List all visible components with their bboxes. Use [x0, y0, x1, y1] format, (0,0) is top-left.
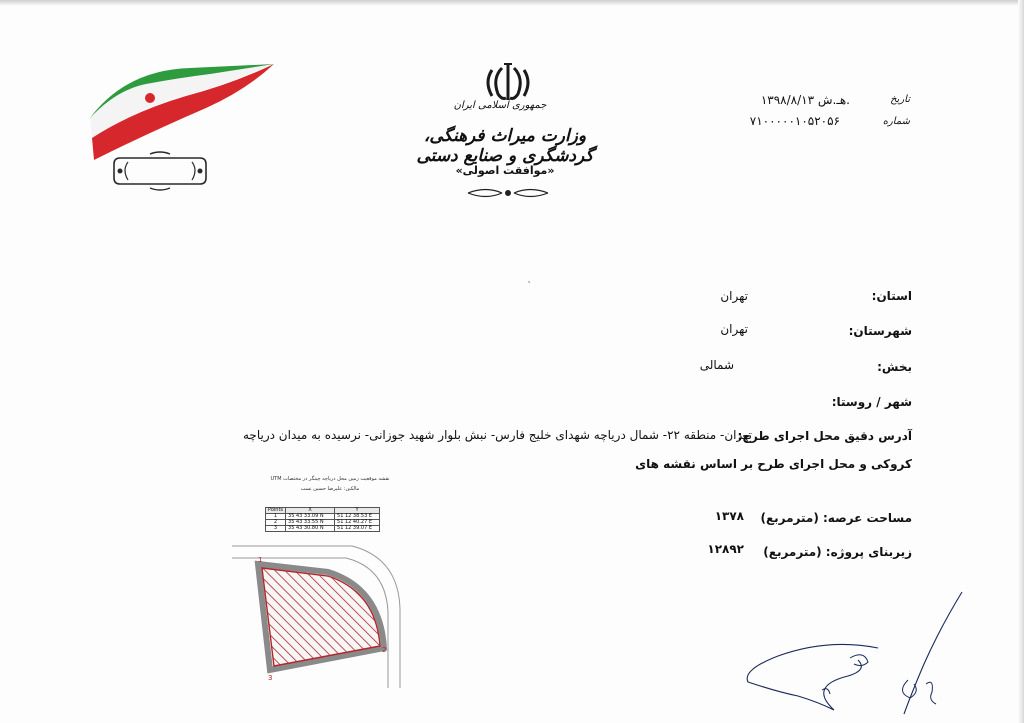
ornamental-divider-icon [466, 186, 550, 200]
address-label: آدرس دقیق محل اجرای طرح: [737, 429, 912, 443]
decorative-frame-icon [110, 150, 210, 192]
scan-edge-top [0, 0, 1024, 6]
signature-mark [738, 636, 888, 716]
signature-mark [890, 588, 970, 718]
district-value: شمالی [699, 358, 734, 372]
table-header: Points [266, 508, 286, 514]
province-value: تهران [720, 289, 748, 303]
area-value: ۱۳۷۸ [714, 509, 744, 523]
built-area-label: زیربنای پروژه: (مترمربع) [763, 545, 912, 559]
number-label: شماره [882, 116, 910, 127]
republic-line: جمهوری اسلامی ایران [453, 100, 547, 111]
table-header: X [286, 508, 335, 514]
address-value: تهران- منطقه ۲۲- شمال دریاچه شهدای خلیج فارس- نبش بلوار شهید جوزانی- نرسیده به میدان دریاچه [243, 428, 752, 442]
county-value: تهران [720, 322, 748, 336]
city-label: شهر / روستا: [831, 395, 912, 409]
site-sketch-map [232, 538, 404, 688]
built-area-value: ۱۲۸۹۲ [707, 542, 744, 556]
table-cell: 35 43 33.55 N [286, 520, 335, 526]
table-row [266, 526, 380, 532]
map-title: نقشه موقعیت زمین محل دریاچه چیتگر در مختصات UTM [270, 476, 390, 482]
sketch-label: کروکی و محل اجرای طرح بر اساس نقشه های [635, 457, 912, 471]
table-cell: 35 43 33.09 N [286, 514, 335, 520]
scan-speck: ˛ [527, 274, 532, 284]
province-label: استان: [871, 289, 912, 303]
county-label: شهرستان: [848, 324, 912, 338]
date-value: ۱۳۹۸/۸/۱۳ هـ.ش. [760, 93, 850, 107]
table-cell: 2 [266, 520, 286, 526]
date-label: تاریخ [890, 94, 910, 105]
corner-label: 2 [382, 646, 387, 654]
utm-coordinates-table [265, 507, 380, 532]
scan-edge-right [1018, 0, 1024, 723]
corner-label: 3 [268, 674, 273, 682]
table-header: Y [335, 508, 380, 514]
number-value: ۷۱۰۰۰۰۰۱۰۵۲۰۵۶ [749, 114, 840, 128]
map-subtitle: مالکین: علیرضا حسین نسب [300, 486, 360, 492]
iran-emblem-icon [484, 60, 532, 104]
area-label: مساحت عرصه: (مترمربع) [760, 511, 912, 525]
district-label: بخش: [877, 360, 912, 374]
table-cell: 51 12 38.53 E [335, 514, 380, 520]
table-cell: 3 [266, 526, 286, 532]
table-cell: 51 12 40.27 E [335, 520, 380, 526]
approval-heading: «موافقت اصولی» [455, 164, 555, 177]
table-cell: 51 12 39.07 E [335, 526, 380, 532]
table-cell: 35 43 30.80 N [286, 526, 335, 532]
table-cell: 1 [266, 514, 286, 520]
ministry-title: وزارت میراث فرهنگی، گردشگری و صنایع دستی [416, 126, 594, 166]
corner-label: 1 [258, 556, 263, 564]
